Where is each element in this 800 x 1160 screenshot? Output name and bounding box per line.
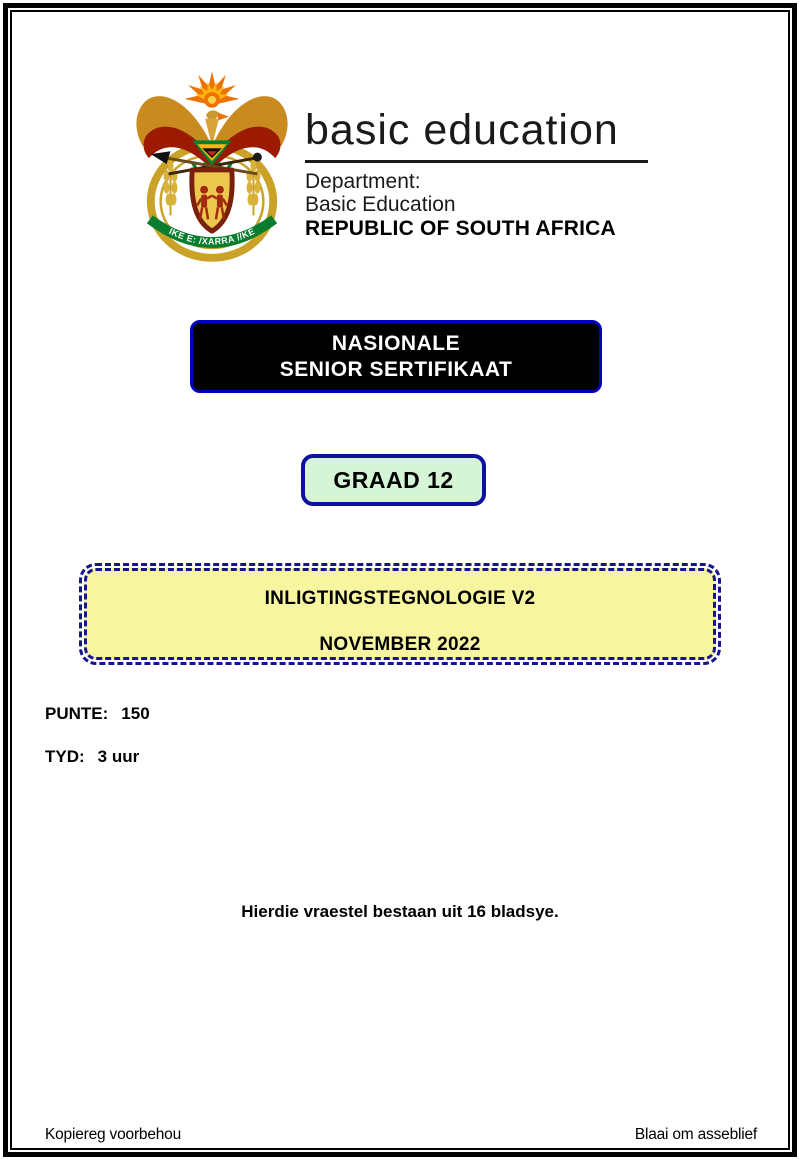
marks-label: PUNTE: [45, 704, 109, 723]
marks-value: 150 [121, 704, 150, 723]
grade-label: GRAAD 12 [333, 466, 454, 493]
time-label: TYD: [45, 747, 85, 766]
wordmark-underline [305, 160, 648, 163]
coat-of-arms-motto: IKE E: /XARRA //KE [167, 225, 257, 247]
coat-of-arms-logo [133, 66, 291, 266]
subject-box [84, 568, 716, 660]
certificate-banner [190, 320, 602, 393]
coat-of-arms-graphic [133, 66, 291, 266]
marks-row [45, 704, 150, 724]
time-row [45, 747, 139, 767]
department-line-1: Department: [305, 170, 421, 193]
copyright-notice: Kopiereg voorbehou [45, 1126, 182, 1143]
department-line-2: Basic Education [305, 193, 456, 216]
exam-session: NOVEMBER 2022 [319, 634, 481, 655]
grade-badge [301, 454, 486, 506]
subject-title: INLIGTINGSTEGNOLOGIE V2 [264, 588, 536, 609]
turn-over-notice: Blaai om asseblief [634, 1126, 757, 1143]
time-value: 3 uur [97, 747, 140, 766]
department-header [305, 106, 665, 241]
certificate-line-1: NASIONALE [331, 331, 461, 355]
page-count-note: Hierdie vraestel bestaan uit 16 bladsye. [241, 902, 559, 921]
certificate-line-2: SENIOR SERTIFIKAAT [279, 357, 513, 381]
wordmark-basic-education: basic education [305, 106, 619, 154]
country-name: REPUBLIC OF SOUTH AFRICA [305, 217, 616, 240]
